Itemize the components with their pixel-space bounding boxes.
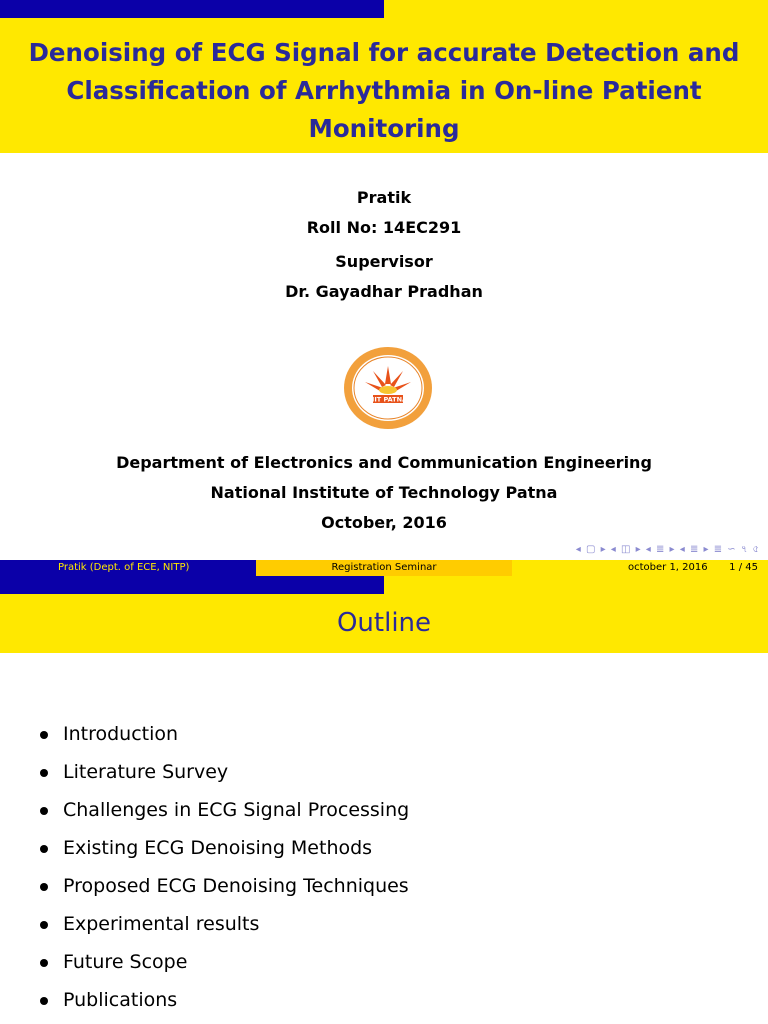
roll-number: Roll No: 14EC291 [306, 218, 462, 237]
institute: National Institute of Technology Patna [210, 483, 558, 502]
logo-text: NIT PATNA [368, 395, 408, 404]
title-box [0, 18, 768, 153]
top-bar-blue [0, 576, 384, 594]
presentation-date: October, 2016 [321, 513, 447, 532]
footer-title: Registration Seminar [256, 560, 512, 576]
list-item: Future Scope [40, 948, 409, 986]
bullet-icon [40, 921, 48, 929]
list-item: Challenges in ECG Signal Processing [40, 796, 409, 834]
outline-list [40, 720, 409, 1024]
bullet-icon [40, 845, 48, 853]
bullet-icon [40, 883, 48, 891]
presentation-title: Denoising of ECG Signal for accurate Detection and Classification of Arrhythmia in On-line Patient Monitoring [28, 38, 740, 143]
nit-patna-logo [343, 346, 433, 430]
outline-slide [0, 576, 768, 1024]
bullet-icon [40, 959, 48, 967]
supervisor-label: Supervisor [335, 252, 433, 271]
beamer-navigation-symbols[interactable]: ◂ ▢ ▸ ◂ ◫ ▸ ◂ ≣ ▸ ◂ ≣ ▸ ≣ ∽ ৭ ৫ [575, 544, 760, 555]
list-item: Literature Survey [40, 758, 409, 796]
department: Department of Electronics and Communication Engineering [116, 453, 652, 472]
footer-page: 1 / 45 [729, 562, 758, 573]
bullet-icon [40, 997, 48, 1005]
bullet-icon [40, 769, 48, 777]
list-item: Existing ECG Denoising Methods [40, 834, 409, 872]
bullet-icon [40, 807, 48, 815]
footer-date: october 1, 2016 [628, 562, 708, 573]
top-bar [0, 576, 768, 594]
list-item: Experimental results [40, 910, 409, 948]
slide-footer [0, 560, 768, 576]
list-item: Introduction [40, 720, 409, 758]
footer-right [512, 560, 768, 576]
outline-heading: Outline [336, 608, 432, 638]
author-name: Pratik [356, 188, 412, 207]
bullet-icon [40, 731, 48, 739]
footer-author: Pratik (Dept. of ECE, NITP) [0, 560, 256, 576]
top-bar [0, 0, 768, 18]
heading-box [0, 594, 768, 653]
supervisor-name: Dr. Gayadhar Pradhan [285, 282, 483, 301]
list-item: Publications [40, 986, 409, 1024]
list-item: Proposed ECG Denoising Techniques [40, 872, 409, 910]
top-bar-blue [0, 0, 384, 18]
